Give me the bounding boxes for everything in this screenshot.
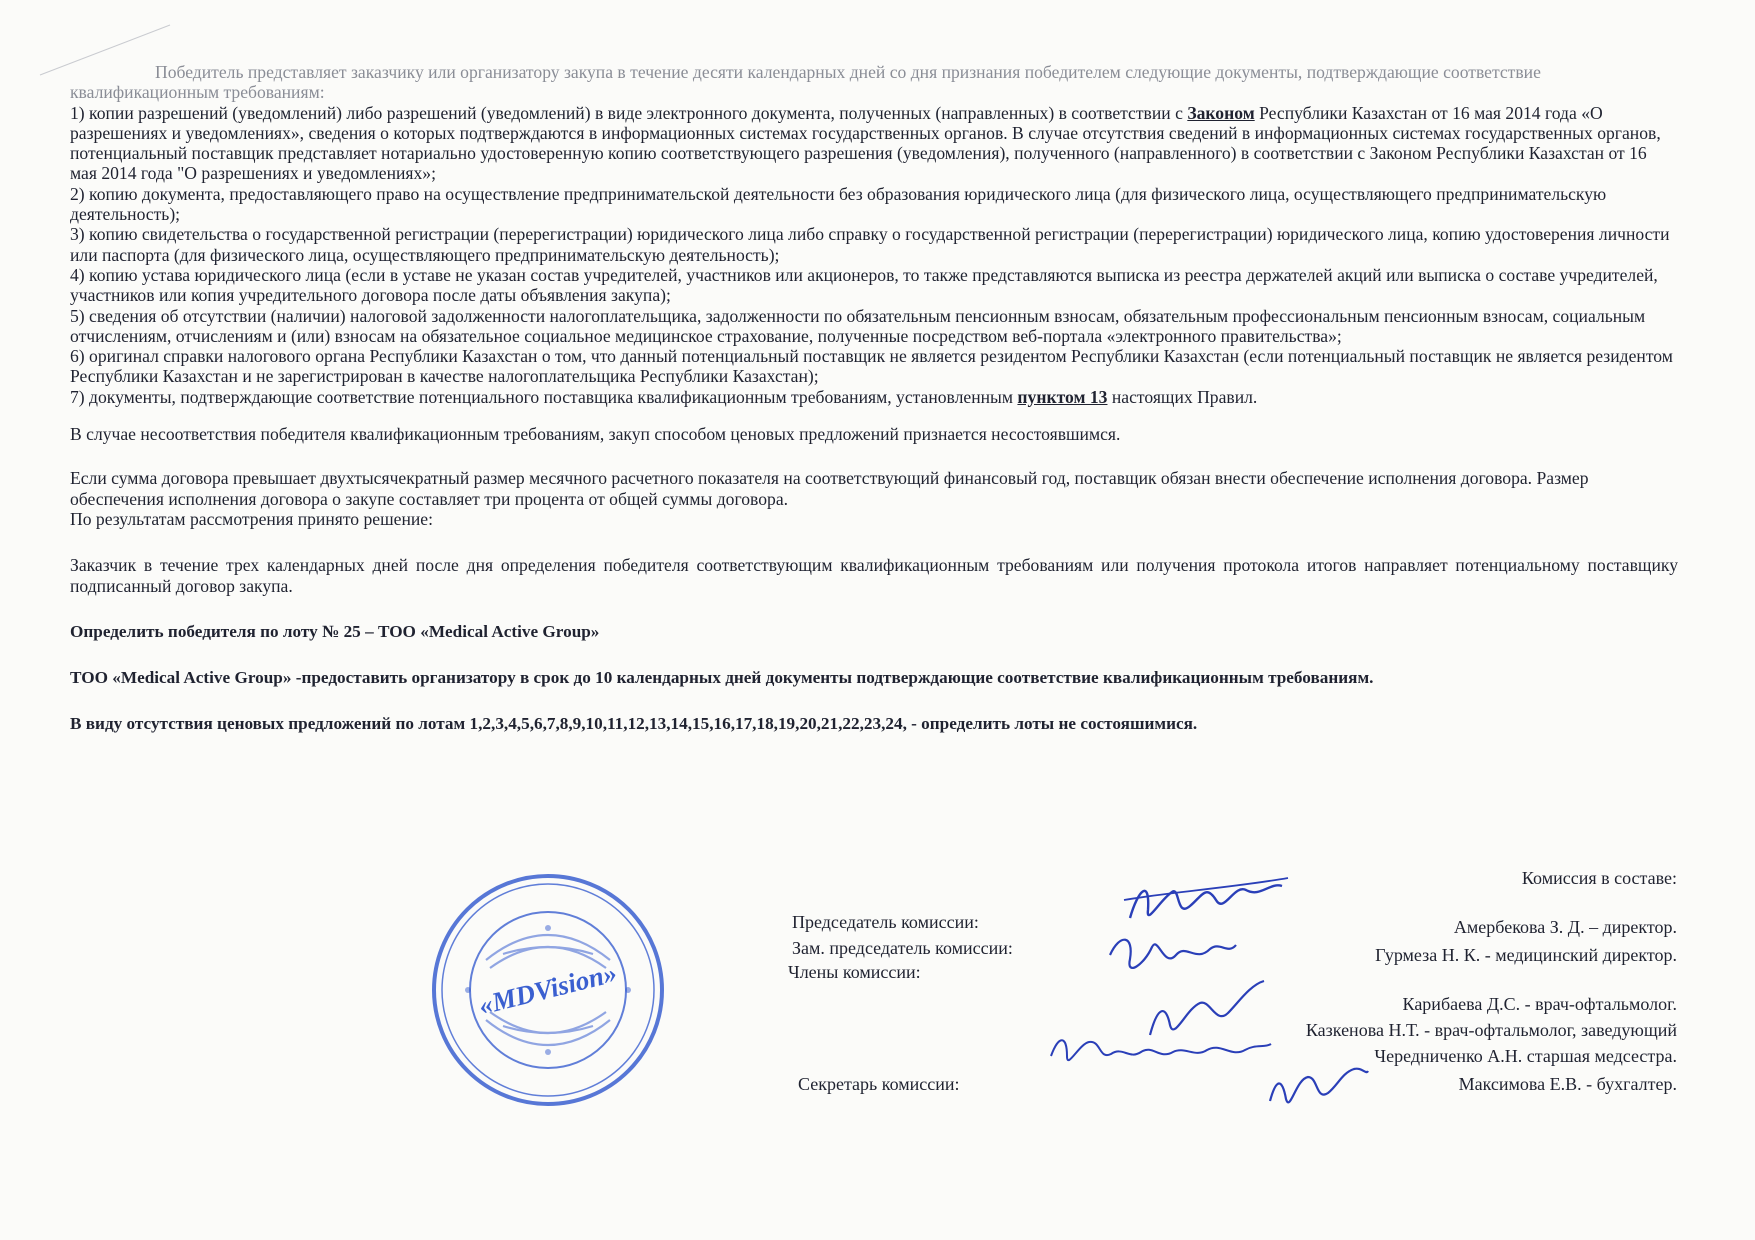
company-stamp: [428, 870, 668, 1110]
item7-text-b: настоящих Правил.: [1111, 386, 1258, 407]
winner-decision: Определить победителя по лоту № 25 – ТОО «Medical Active Group»: [70, 621, 600, 641]
intro-paragraph: Победитель представляет заказчику или организатору закупа в течение десяти календарных дней со дня признания победителем следующие документы, подтверждающие соответствие квалификационным требованиям:: [70, 62, 1541, 103]
security-paragraph: Если сумма договора превышает двухтысячекратный размер месячного расчетного показателя на соответствующий финансовый год, поставщик обязан внести обеспечение исполнения договора. Размер обеспечения исполнения договора о закупе составляет три процента от общей суммы договора.: [70, 468, 1589, 509]
item1-text-a: 1) копии разрешений (уведомлений) либо разрешений (уведомлений) в виде электронного документа, полученных (направленных) в соответствии с: [70, 102, 1183, 123]
item7-text-a: 7) документы, подтверждающие соответствие потенциального поставщика квалификационным требованиям, установленным: [70, 386, 1014, 407]
clause-13-link[interactable]: пунктом 13: [1017, 386, 1108, 407]
requirement-item-7: [70, 387, 1678, 407]
winner-documents-decision: ТОО «Medical Active Group» -предоставить организатору в срок до 10 календарных дней документы подтверждающие соответствие квалификационным требованиям.: [70, 668, 1374, 688]
secretary-signature: [1262, 1055, 1372, 1115]
requirement-item-4: 4) копию устава юридического лица (если в уставе не указан состав учредителей, участников или акционеров, то также представляются выписка из реестра держателей акций или выписка о составе учредителей, участников или копия учредительного договора после даты объявления закупа);: [70, 264, 1658, 306]
requirement-item-6: 6) оригинал справки налогового органа Республики Казахстан о том, что данный потенциальный поставщик не является резидентом Республики Казахстан (если потенциальный поставщик не является резидентом Республики Казахстан и не зарегистрирован в качестве налогоплательщика Республики Казахстан);: [70, 346, 1673, 387]
chair-name: Амербекова З. Д. – директор.: [1453, 917, 1677, 937]
member-2-signature: [1045, 1020, 1275, 1075]
commission-title: Комиссия в составе:: [1521, 868, 1677, 888]
deputy-role: Зам. председатель комиссии:: [792, 938, 1013, 958]
mismatch-paragraph: В случае несоответствия победителя квалификационным требованиям, закуп способом ценовых предложений признается несостоявшимся.: [70, 424, 1121, 445]
document-body: [70, 62, 1678, 735]
customer-paragraph: Заказчик в течение трех календарных дней после дня определения победителя соответствующим квалификационным требованиям или получения протокола итогов направляет потенциальному поставщику подписанный договор закупа.: [70, 555, 1678, 596]
requirement-item-3: 3) копию свидетельства о государственной регистрации (перерегистрации) юридического лица либо справку о государственной регистрации (перерегистрации) юридического лица, копию удостоверения личности или паспорта (для физического лица, осуществляющего предпринимательскую деятельность);: [70, 224, 1670, 265]
secretary-role: Секретарь комиссии:: [798, 1074, 960, 1094]
member-1-name: Карибаева Д.С. - врач-офтальмолог.: [1402, 994, 1677, 1014]
item1-text-b: Республики Казахстан от 16 мая 2014 года «О разрешениях и уведомлениях», сведения о которых подтверждаются в информационных системах государственных органов. В случае отсутствия сведений в информационных системах государственных органов, потенциальный поставщик представляет нотариально удостоверенную копию соответствующего разрешения (уведомления), полученного (направленного) в соответствии с Законом Республики Казахстан от 16 мая 2014 года "О разрешениях и уведомлениях»;: [70, 102, 1661, 184]
secretary-name: Максимова Е.В. - бухгалтер.: [1458, 1074, 1677, 1094]
member-2-name: Казкенова Н.Т. - врач-офтальмолог, заведующий: [1305, 1020, 1677, 1040]
members-role: Члены комиссии:: [788, 962, 921, 982]
chair-role: Председатель комиссии:: [792, 912, 979, 932]
failed-lots-decision: В виду отсутствия ценовых предложений по лотам 1,2,3,4,5,6,7,8,9,10,11,12,13,14,15,16,17,18,19,20,21,22,23,24, - определить лоты не состояшимися.: [70, 714, 1198, 734]
decision-paragraph: По результатам рассмотрения принято решение:: [70, 508, 433, 529]
member-3-name: Чередниченко А.Н. старшая медсестра.: [1374, 1046, 1677, 1066]
requirement-item-2: 2) копию документа, предоставляющего право на осуществление предпринимательской деятельности без образования юридического лица (для физического лица, осуществляющего предпринимательскую деятельность);: [70, 183, 1607, 225]
law-link[interactable]: Законом: [1187, 102, 1255, 123]
deputy-name: Гурмеза Н. К. - медицинский директор.: [1375, 945, 1677, 965]
requirement-item-5: 5) сведения об отсутствии (наличии) налоговой задолженности налогоплательщика, задолженности по обязательным пенсионным взносам, обязательным профессиональным пенсионным взносам, социальным отчислениям, отчислениям и (или) взносам на обязательное социальное медицинское страхование, полученные посредством веб-портала «электронного правительства»;: [70, 305, 1646, 346]
stamp-center-text: «MDVision»: [475, 957, 620, 1021]
requirement-item-1: [70, 103, 1678, 184]
